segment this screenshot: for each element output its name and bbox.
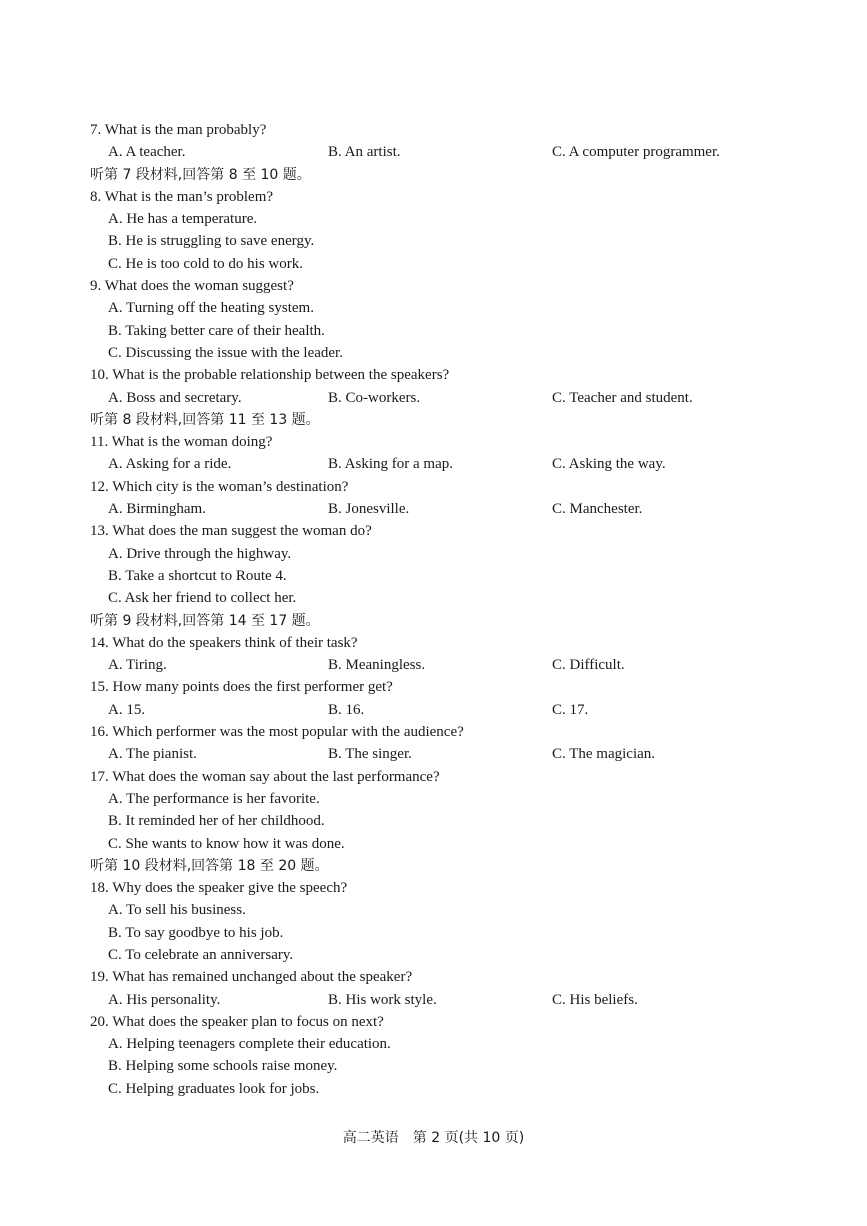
option-row	[90, 989, 790, 1011]
option-c: C. Manchester.	[552, 501, 643, 518]
option-row	[90, 699, 790, 721]
question-stem: 10. What is the probable relationship between the speakers?	[90, 367, 450, 384]
option-a: A. His personality.	[108, 991, 221, 1008]
section-instruction: 听第 10 段材料,回答第 18 至 20 题。	[90, 857, 329, 874]
option-b: B. Meaningless.	[328, 657, 426, 674]
option-line: C. To celebrate an anniversary.	[108, 946, 294, 963]
question-stem: 14. What do the speakers think of their task?	[90, 634, 358, 651]
question-stem: 16. Which performer was the most popular with the audience?	[90, 724, 464, 741]
option-c: C. His beliefs.	[552, 991, 638, 1008]
option-c: C. Difficult.	[552, 657, 625, 674]
option-b: B. His work style.	[328, 991, 437, 1008]
option-line: B. Take a shortcut to Route 4.	[108, 567, 287, 584]
question-stem: 11. What is the woman doing?	[90, 434, 273, 451]
option-a: A. Tiring.	[108, 657, 167, 674]
option-line: B. To say goodbye to his job.	[108, 924, 284, 941]
question-stem: 9. What does the woman suggest?	[90, 278, 294, 295]
option-row	[90, 498, 790, 520]
option-line: C. Ask her friend to collect her.	[108, 590, 297, 607]
option-line: C. She wants to know how it was done.	[108, 835, 345, 852]
option-line: B. Taking better care of their health.	[108, 322, 325, 339]
option-b: B. Asking for a map.	[328, 456, 453, 473]
option-c: C. Asking the way.	[552, 456, 666, 473]
option-row	[90, 141, 790, 163]
option-a: A. The pianist.	[108, 746, 197, 763]
option-row	[90, 654, 790, 676]
option-line: A. He has a temperature.	[108, 211, 258, 228]
question-stem: 13. What does the man suggest the woman do?	[90, 523, 372, 540]
option-line: B. Helping some schools raise money.	[108, 1058, 338, 1075]
option-row	[90, 453, 790, 475]
question-stem: 17. What does the woman say about the last performance?	[90, 768, 440, 785]
question-stem: 19. What has remained unchanged about the speaker?	[90, 969, 413, 986]
option-b: B. 16.	[328, 701, 365, 718]
question-stem: 15. How many points does the first performer get?	[90, 679, 393, 696]
option-line: A. Turning off the heating system.	[108, 300, 314, 317]
option-a: A. A teacher.	[108, 144, 186, 161]
option-row	[90, 743, 790, 765]
section-instruction: 听第 8 段材料,回答第 11 至 13 题。	[90, 411, 320, 428]
option-line: C. He is too cold to do his work.	[108, 255, 303, 272]
option-a: A. Asking for a ride.	[108, 456, 232, 473]
option-b: B. An artist.	[328, 144, 401, 161]
option-a: A. Boss and secretary.	[108, 389, 242, 406]
page-footer: 高二英语 第 2 页(共 10 页)	[342, 1130, 525, 1146]
option-b: B. Jonesville.	[328, 501, 410, 518]
question-stem: 8. What is the man’s problem?	[90, 188, 274, 205]
section-instruction: 听第 7 段材料,回答第 8 至 10 题。	[90, 166, 311, 183]
section-instruction: 听第 9 段材料,回答第 14 至 17 题。	[90, 612, 320, 629]
option-c: C. Teacher and student.	[552, 389, 693, 406]
option-line: B. It reminded her of her childhood.	[108, 813, 325, 830]
question-stem: 7. What is the man probably?	[90, 122, 267, 138]
option-line: C. Discussing the issue with the leader.	[108, 344, 343, 361]
option-line: A. Helping teenagers complete their education.	[108, 1036, 391, 1053]
option-line: B. He is struggling to save energy.	[108, 233, 315, 250]
question-stem: 12. Which city is the woman’s destination?	[90, 478, 349, 495]
question-stem: 18. Why does the speaker give the speech?	[90, 880, 348, 897]
option-line: C. Helping graduates look for jobs.	[108, 1080, 320, 1097]
option-row	[90, 387, 790, 409]
option-line: A. To sell his business.	[108, 902, 246, 919]
option-a: A. Birmingham.	[108, 501, 206, 518]
option-c: C. 17.	[552, 701, 589, 718]
option-line: A. The performance is her favorite.	[108, 790, 320, 807]
option-b: B. Co-workers.	[328, 389, 421, 406]
option-line: A. Drive through the highway.	[108, 545, 292, 562]
option-a: A. 15.	[108, 701, 146, 718]
option-b: B. The singer.	[328, 746, 412, 763]
question-stem: 20. What does the speaker plan to focus on next?	[90, 1013, 384, 1030]
option-c: C. The magician.	[552, 746, 656, 763]
option-c: C. A computer programmer.	[552, 144, 720, 161]
question-list	[90, 119, 790, 1100]
